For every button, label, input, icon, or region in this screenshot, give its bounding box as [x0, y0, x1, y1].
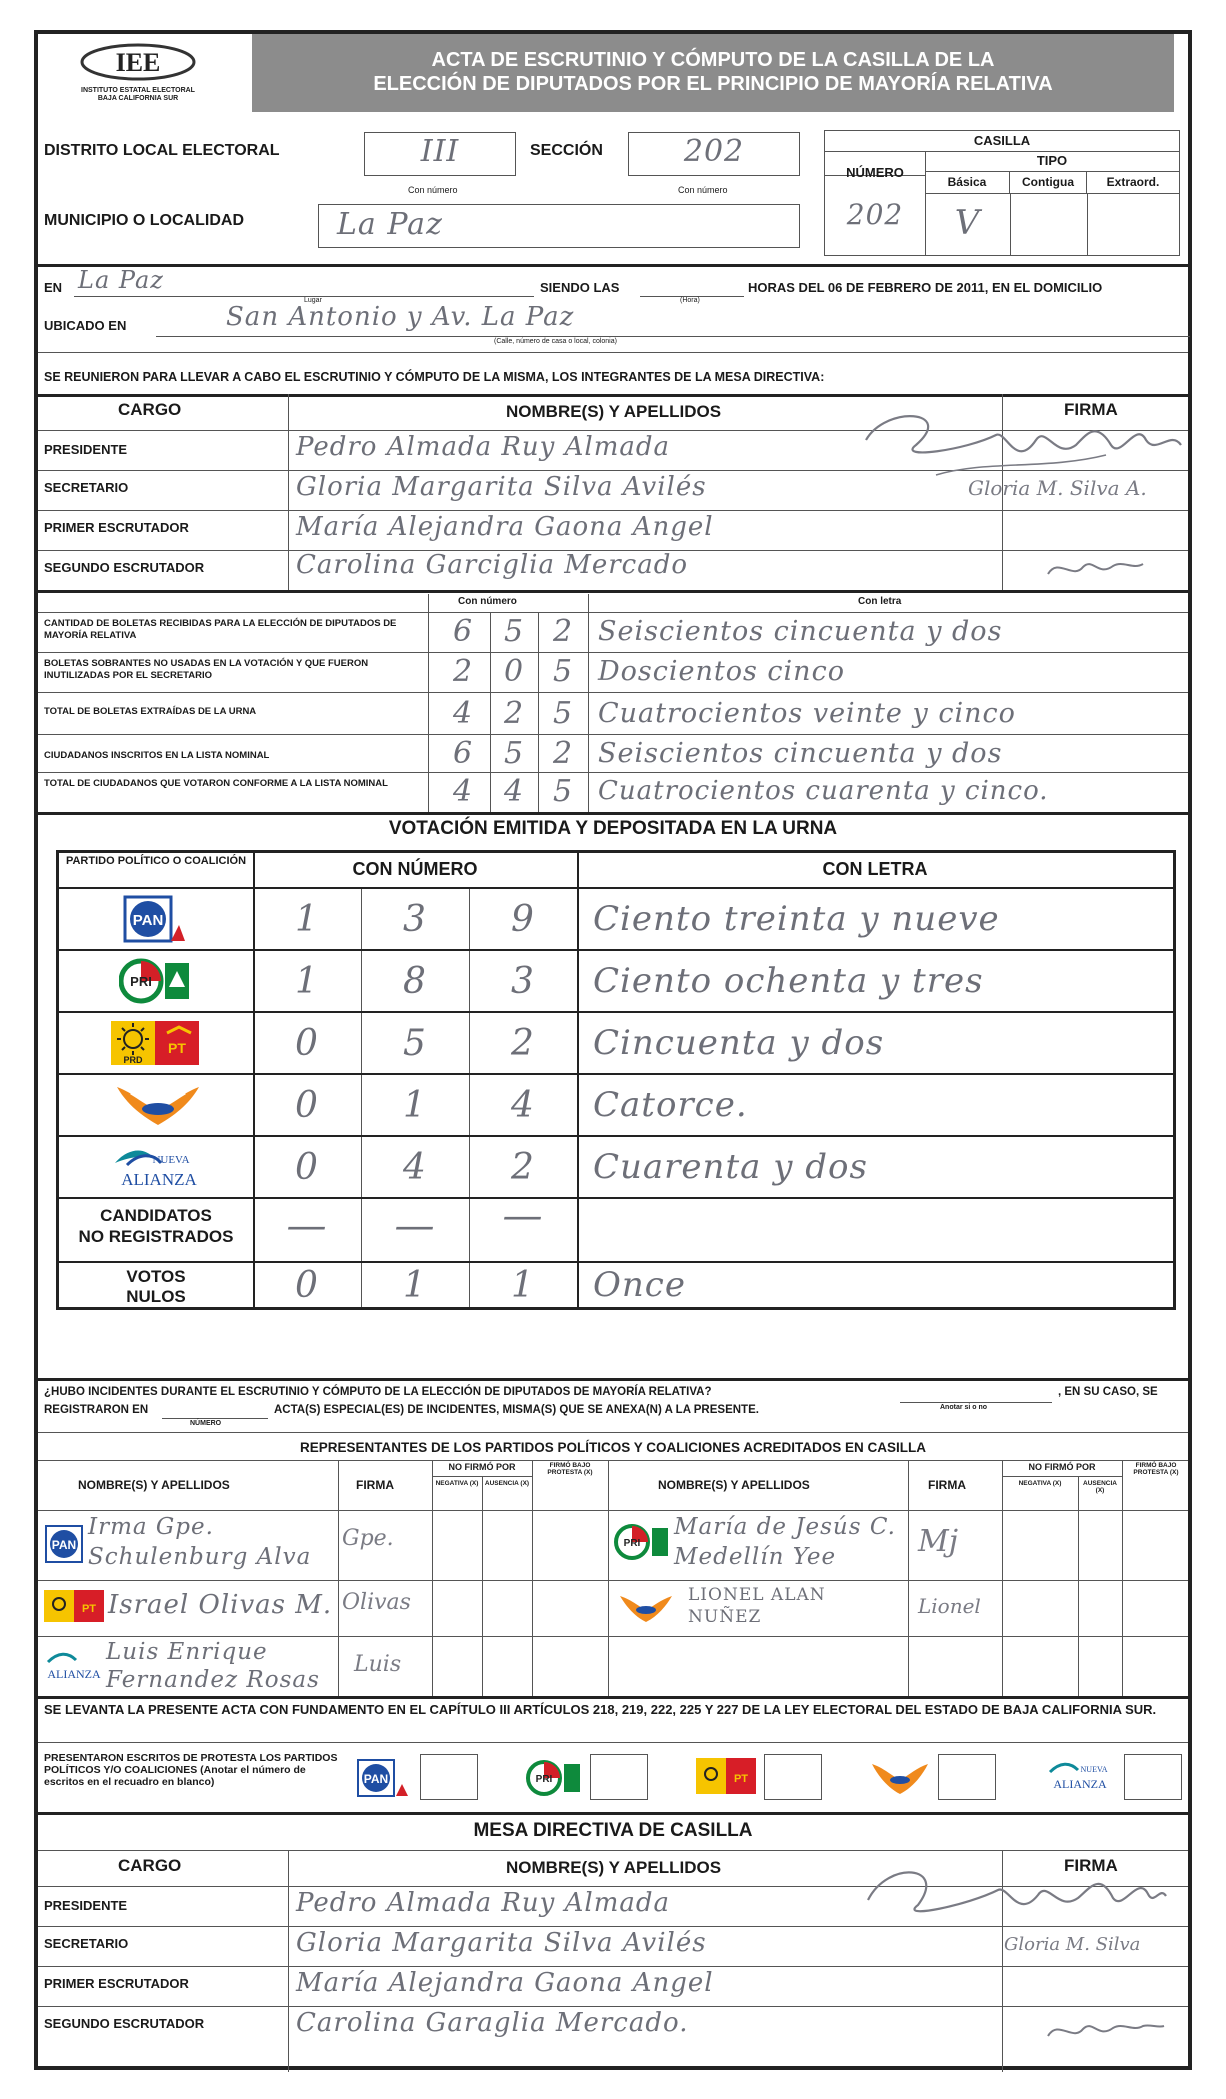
mesa2-segundo-signature-icon — [1038, 2014, 1168, 2048]
prd-pt-logo — [109, 1019, 201, 1067]
rep-left-ausencia-header: AUSENCIA (X) — [484, 1480, 530, 1487]
boletas-d2-recibidas[interactable]: 5 — [503, 614, 525, 649]
boletas-d3-sobrantes[interactable]: 5 — [552, 654, 574, 689]
escritos-text: PRESENTARON ESCRITOS DE PROTESTA LOS PARTIDOS POLÍTICOS Y/O COALICIONES (Anotar el número de escritos en el recuadro en blanco) — [44, 1752, 338, 1788]
convergencia-letra[interactable]: Catorce. — [593, 1085, 748, 1125]
boletas-d1-votaron[interactable]: 4 — [452, 774, 474, 809]
mesa2-secretario-signature: Gloria M. Silva — [1004, 1934, 1141, 1955]
svg-text:PRI: PRI — [130, 974, 152, 989]
nueva-alianza-d2[interactable]: 4 — [403, 1147, 427, 1188]
votos-nulos-label: VOTOS NULOS — [126, 1267, 186, 1306]
escritos-pan-box[interactable] — [420, 1754, 478, 1800]
nueva-alianza-d1[interactable]: 0 — [295, 1147, 319, 1188]
rep-left-nombre-header: NOMBRE(S) Y APELLIDOS — [78, 1478, 230, 1492]
mesa2-cargo-primer: PRIMER ESCRUTADOR — [44, 1976, 189, 1991]
extraord-checkbox[interactable] — [1087, 193, 1179, 255]
numero-header: NÚMERO — [825, 151, 926, 176]
nueva-alianza-logo-icon — [109, 1141, 209, 1193]
en-label: EN — [44, 280, 63, 295]
representantes-title: REPRESENTANTES DE LOS PARTIDOS POLÍTICOS Y COALICIONES ACREDITADOS EN CASILLA — [299, 1440, 927, 1455]
svg-text:PRD: PRD — [123, 1055, 143, 1065]
mesa2-cargo-secretario: SECRETARIO — [44, 1936, 129, 1951]
mesa1-segundo-signature-icon — [1038, 552, 1148, 586]
mesa1-cargo-segundo: SEGUNDO ESCRUTADOR — [44, 560, 205, 575]
boletas-d2-extraidas[interactable]: 2 — [503, 696, 525, 731]
mesa2-table — [38, 1850, 1188, 2072]
mesa1-cargo-header: CARGO — [118, 400, 182, 419]
boletas-d3-inscritos[interactable]: 2 — [552, 736, 574, 771]
reunieron-text: SE REUNIERON PARA LLEVAR A CABO EL ESCRUTINIO Y CÓMPUTO DE LA MISMA, LOS INTEGRANTES DE LA MESA DIRECTIVA: — [44, 370, 825, 384]
rep-right-protesta-header: FIRMÓ BAJO PROTESTA (X) — [1133, 1462, 1179, 1476]
mesa2-nombre-primer[interactable]: María Alejandra Gaona Angel — [296, 1968, 714, 1998]
svg-text:PRI: PRI — [535, 1774, 553, 1785]
rep-pan-icon — [44, 1524, 84, 1564]
basica-header: Básica — [925, 171, 1010, 194]
mesa1-presidente-signature-icon — [846, 400, 1186, 480]
boletas-d1-inscritos[interactable]: 6 — [452, 736, 474, 771]
escritos-pri-box[interactable] — [590, 1754, 648, 1800]
boletas-d2-sobrantes[interactable]: 0 — [503, 654, 525, 689]
horas-text: HORAS DEL 06 DE FEBRERO DE 2011, EN EL DOMICILIO — [748, 280, 1103, 295]
distrito-hint: Con número — [408, 185, 458, 195]
mesa1-table — [38, 394, 1188, 590]
mesa1-cargo-primer: PRIMER ESCRUTADOR — [44, 520, 189, 535]
casilla-header: CASILLA — [825, 131, 1179, 152]
no-registrados-label: CANDIDATOS NO REGISTRADOS — [78, 1206, 234, 1246]
rep-right-negativa-header: NEGATIVA (X) — [1018, 1480, 1062, 1487]
mesa1-nombre-primer[interactable]: María Alejandra Gaona Angel — [296, 512, 714, 542]
ubicado-field[interactable]: San Antonio y Av. La Paz — [156, 300, 1190, 337]
fundamento-text: SE LEVANTA LA PRESENTE ACTA CON FUNDAMENTO EN EL CAPÍTULO III ARTÍCULOS 218, 219, 222, 225 Y 227 DE LA LEY ELECTORAL DEL ESTADO DE BAJA CALIFORNIA SUR. — [44, 1702, 1157, 1717]
incidentes-numero-hint: NÚMERO — [190, 1420, 222, 1427]
votos-nulos-d3[interactable]: 1 — [511, 1265, 535, 1306]
boletas-label-inscritos: CIUDADANOS INSCRITOS EN LA LISTA NOMINAL — [44, 750, 270, 761]
convergencia-d1[interactable]: 0 — [295, 1085, 319, 1126]
contigua-checkbox[interactable] — [1010, 193, 1088, 255]
distrito-field[interactable]: III — [364, 132, 516, 176]
boletas-con-numero-header: Con número — [458, 596, 517, 607]
rep-nueva-alianza-icon — [44, 1648, 104, 1684]
municipio-field[interactable]: La Paz — [318, 204, 800, 248]
rep-prd-pt-firma: Olivas — [342, 1590, 411, 1615]
rep-left-negativa-header: NEGATIVA (X) — [435, 1480, 479, 1487]
prd-pt-logo-icon — [109, 1019, 201, 1067]
extraord-header: Extraord. — [1087, 171, 1179, 194]
incidentes-anotar-hint: Anotar si o no — [940, 1404, 988, 1411]
basica-checkbox[interactable]: V — [925, 193, 1011, 255]
mesa1-nombre-segundo[interactable]: Carolina Garciglia Mercado — [296, 550, 689, 580]
no-registrados-d3[interactable]: — — [502, 1193, 544, 1239]
incidentes-registraron: REGISTRARON EN — [44, 1404, 149, 1416]
rep-prd-pt-icon — [44, 1590, 104, 1622]
boletas-table — [38, 594, 1188, 814]
title-line-1: ACTA DE ESCRUTINIO Y CÓMPUTO DE LA CASILLA DE LA — [431, 49, 995, 71]
institute-name-1: INSTITUTO ESTATAL ELECTORAL — [81, 87, 195, 94]
rep-pri-nombre[interactable]: María de Jesús C. Medellín Yee — [674, 1514, 896, 1570]
contigua-header: Contigua — [1010, 171, 1087, 194]
escritos-pri-icon — [526, 1758, 582, 1798]
boletas-letra-inscritos[interactable]: Seiscientos cincuenta y dos — [598, 738, 1003, 769]
calle-hint: (Calle, número de casa o local, colonia) — [494, 338, 617, 345]
svg-text:ALIANZA: ALIANZA — [121, 1170, 197, 1189]
pan-d1[interactable]: 1 — [295, 899, 319, 940]
convergencia-d3[interactable]: 4 — [511, 1085, 535, 1126]
mesa1-firma-header: FIRMA — [1064, 400, 1118, 419]
convergencia-d2[interactable]: 1 — [403, 1085, 427, 1126]
boletas-label-recibidas: CANTIDAD DE BOLETAS RECIBIDAS PARA LA ELECCIÓN DE DIPUTADOS DE MAYORÍA RELATIVA — [44, 618, 397, 641]
votacion-partido-header: PARTIDO POLÍTICO O COALICIÓN — [65, 855, 247, 867]
convergencia-logo — [113, 1079, 203, 1131]
distrito-label: DISTRITO LOCAL ELECTORAL — [44, 142, 280, 159]
tipo-header: TIPO — [925, 151, 1179, 172]
rep-prd-pt-nombre[interactable]: Israel Olivas M. — [108, 1590, 333, 1620]
svg-text:ALIANZA: ALIANZA — [1053, 1777, 1107, 1791]
boletas-con-letra-header: Con letra — [858, 596, 902, 607]
boletas-letra-votaron[interactable]: Cuatrocientos cuarenta y cinco. — [598, 776, 1049, 806]
votos-nulos-letra[interactable]: Once — [593, 1265, 686, 1305]
svg-text:PAN: PAN — [51, 1538, 77, 1552]
votos-nulos-d2[interactable]: 1 — [403, 1265, 427, 1306]
escritos-row — [350, 1748, 1190, 1808]
siendo-label: SIENDO LAS — [540, 280, 620, 295]
escritos-pan-icon — [356, 1758, 410, 1798]
no-registrados-d1[interactable]: — — [286, 1203, 328, 1249]
pri-d2[interactable]: 8 — [403, 961, 427, 1002]
svg-text:PT: PT — [168, 1040, 186, 1056]
votacion-numero-header: CON NÚMERO — [352, 859, 478, 879]
rep-left-protesta-header: FIRMÓ BAJO PROTESTA (X) — [547, 1462, 593, 1476]
boletas-d1-extraidas[interactable]: 4 — [452, 696, 474, 731]
boletas-label-extraidas: TOTAL DE BOLETAS EXTRAÍDAS DE LA URNA — [44, 706, 257, 717]
ubicado-label: UBICADO EN — [44, 318, 127, 333]
rep-right-firma-header: FIRMA — [928, 1478, 966, 1492]
representantes-table — [38, 1460, 1188, 1724]
mesa2-nombre-header: NOMBRE(S) Y APELLIDOS — [506, 1858, 722, 1877]
incidentes-acta-text: ACTA(S) ESPECIAL(ES) DE INCIDENTES, MISMA(S) QUE SE ANEXA(N) A LA PRESENTE. — [274, 1404, 759, 1416]
iee-logo — [78, 42, 198, 102]
mesa1-secretario-signature: Gloria M. Silva A. — [968, 476, 1147, 500]
boletas-letra-recibidas[interactable]: Seiscientos cincuenta y dos — [598, 616, 1003, 647]
rep-convergencia-firma: Lionel — [918, 1594, 981, 1618]
mesa2-cargo-header: CARGO — [118, 1856, 182, 1875]
rep-pri-firma: Mj — [918, 1524, 959, 1559]
boletas-d2-inscritos[interactable]: 5 — [503, 736, 525, 771]
pan-d2[interactable]: 3 — [403, 899, 427, 940]
incidentes-answer-field[interactable] — [900, 1386, 1052, 1403]
votacion-title: VOTACIÓN EMITIDA Y DEPOSITADA EN LA URNA — [388, 818, 838, 839]
boletas-letra-sobrantes[interactable]: Doscientos cinco — [598, 656, 845, 687]
escritos-convergencia-box[interactable] — [938, 1754, 996, 1800]
pan-logo — [121, 895, 187, 943]
escritos-nueva-alianza-box[interactable] — [1124, 1754, 1182, 1800]
title-line-2: ELECCIÓN DE DIPUTADOS POR EL PRINCIPIO DE MAYORÍA RELATIVA — [373, 73, 1053, 95]
rep-convergencia-nombre[interactable]: LIONEL ALAN NUÑEZ — [688, 1585, 826, 1627]
rep-left-no-firmo-header: NO FIRMÓ POR — [448, 1462, 516, 1472]
votacion-table — [56, 850, 1176, 1310]
rep-right-no-firmo-header: NO FIRMÓ POR — [1028, 1462, 1096, 1472]
mesa2-nombre-segundo[interactable]: Carolina Garaglia Mercado. — [296, 2008, 689, 2038]
votacion-letra-header: CON LETRA — [822, 859, 928, 879]
pan-logo-icon — [121, 895, 187, 943]
rep-right-nombre-header: NOMBRE(S) Y APELLIDOS — [658, 1478, 810, 1492]
rep-left-firma-header: FIRMA — [356, 1478, 394, 1492]
rep-nueva-alianza-firma: Luis — [354, 1652, 402, 1677]
mesa1-cargo-presidente: PRESIDENTE — [44, 442, 128, 457]
escritos-prd-pt-box[interactable] — [764, 1754, 822, 1800]
seccion-hint: Con número — [678, 185, 728, 195]
pri-d3[interactable]: 3 — [511, 961, 535, 1002]
nueva-alianza-d3[interactable]: 2 — [511, 1147, 535, 1188]
pri-logo-icon — [119, 957, 191, 1005]
pri-logo — [119, 957, 191, 1005]
nueva-alianza-letra[interactable]: Cuarenta y dos — [593, 1147, 868, 1187]
svg-text:NUEVA: NUEVA — [152, 1154, 190, 1166]
iee-logo-icon — [78, 42, 198, 82]
hora-field[interactable] — [640, 266, 744, 297]
institute-name-2: BAJA CALIFORNIA SUR — [97, 95, 179, 102]
pri-d1[interactable]: 1 — [295, 961, 319, 1002]
numero-field[interactable]: 202 — [825, 175, 926, 255]
boletas-d3-extraidas[interactable]: 5 — [552, 696, 574, 731]
acta-sheet — [34, 30, 1192, 2070]
prd-pt-d3[interactable]: 2 — [511, 1023, 535, 1064]
incidentes-question: ¿HUBO INCIDENTES DURANTE EL ESCRUTINIO Y CÓMPUTO DE LA ELECCIÓN DE DIPUTADOS DE MAYORÍA RELATIVA? — [44, 1386, 712, 1398]
votos-nulos-d1[interactable]: 0 — [295, 1265, 319, 1306]
prd-pt-d2[interactable]: 5 — [403, 1023, 427, 1064]
municipio-label: MUNICIPIO O LOCALIDAD — [44, 212, 244, 229]
boletas-d1-recibidas[interactable]: 6 — [452, 614, 474, 649]
svg-text:PT: PT — [733, 1773, 749, 1785]
mesa2-nombre-secretario[interactable]: Gloria Margarita Silva Avilés — [296, 1928, 707, 1958]
pan-d3[interactable]: 9 — [511, 899, 535, 940]
svg-text:NUEVA: NUEVA — [1080, 1765, 1108, 1774]
hora-hint: (Hora) — [680, 297, 700, 304]
en-field[interactable]: La Paz — [74, 266, 534, 297]
boletas-label-sobrantes: BOLETAS SOBRANTES NO USADAS EN LA VOTACIÓN Y QUE FUERON INUTILIZADAS POR EL SECRETARIO — [44, 658, 369, 681]
incidentes-numero-field[interactable] — [162, 1402, 268, 1419]
svg-text:ALIANZA: ALIANZA — [47, 1667, 101, 1681]
mesa2-presidente-signature-icon — [828, 1850, 1168, 1930]
rep-right-ausencia-header: AUSENCIA (X) — [1083, 1480, 1117, 1494]
svg-text:PAN: PAN — [363, 1772, 389, 1786]
mesa1-nombre-presidente[interactable]: Pedro Almada Ruy Almada — [296, 432, 671, 462]
boletas-d3-recibidas[interactable]: 2 — [552, 614, 574, 649]
svg-text:PT: PT — [81, 1603, 97, 1615]
lugar-hint: Lugar — [304, 297, 322, 304]
mesa2-firma-header: FIRMA — [1064, 1856, 1118, 1875]
boletas-letra-extraidas[interactable]: Cuatrocientos veinte y cinco — [598, 698, 1016, 729]
nueva-alianza-logo — [109, 1141, 209, 1193]
rep-pri-icon — [614, 1522, 670, 1562]
escritos-prd-pt-icon — [696, 1758, 756, 1794]
rep-nueva-alianza-nombre[interactable]: Luis Enrique Fernandez Rosas — [106, 1639, 320, 1693]
prd-pt-d1[interactable]: 0 — [295, 1023, 319, 1064]
pan-letra[interactable]: Ciento treinta y nueve — [593, 899, 1000, 939]
boletas-d2-votaron[interactable]: 4 — [503, 774, 525, 809]
prd-pt-letra[interactable]: Cincuenta y dos — [593, 1023, 885, 1063]
boletas-d1-sobrantes[interactable]: 2 — [452, 654, 474, 689]
boletas-d3-votaron[interactable]: 5 — [552, 774, 574, 809]
svg-text:IEE: IEE — [115, 48, 161, 77]
no-registrados-d2[interactable]: — — [394, 1203, 436, 1249]
pri-letra[interactable]: Ciento ochenta y tres — [593, 961, 984, 1001]
mesa2-cargo-segundo: SEGUNDO ESCRUTADOR — [44, 2016, 205, 2031]
rep-convergencia-icon — [618, 1590, 674, 1626]
title-banner — [252, 34, 1174, 112]
mesa1-nombre-secretario[interactable]: Gloria Margarita Silva Avilés — [296, 472, 707, 502]
convergencia-logo-icon — [113, 1079, 203, 1131]
mesa2-cargo-presidente: PRESIDENTE — [44, 1898, 128, 1913]
svg-text:PRI: PRI — [623, 1538, 641, 1549]
casilla-box — [824, 130, 1180, 256]
mesa1-cargo-secretario: SECRETARIO — [44, 480, 129, 495]
mesa2-title: MESA DIRECTIVA DE CASILLA — [473, 1820, 753, 1841]
seccion-field[interactable]: 202 — [628, 132, 800, 176]
seccion-label: SECCIÓN — [530, 142, 603, 159]
incidentes-question-end: , EN SU CASO, SE — [1058, 1386, 1158, 1398]
boletas-label-votaron: TOTAL DE CIUDADANOS QUE VOTARON CONFORME A LA LISTA NOMINAL — [44, 778, 388, 789]
rep-pan-firma: Gpe. — [342, 1526, 394, 1551]
mesa1-nombre-header: NOMBRE(S) Y APELLIDOS — [506, 402, 722, 421]
mesa2-nombre-presidente[interactable]: Pedro Almada Ruy Almada — [296, 1888, 671, 1918]
escritos-nueva-alianza-icon — [1046, 1758, 1116, 1794]
rep-pan-nombre[interactable]: Irma Gpe. Schulenburg Alva — [88, 1514, 312, 1570]
svg-text:PAN: PAN — [132, 912, 164, 929]
escritos-convergencia-icon — [870, 1758, 930, 1798]
